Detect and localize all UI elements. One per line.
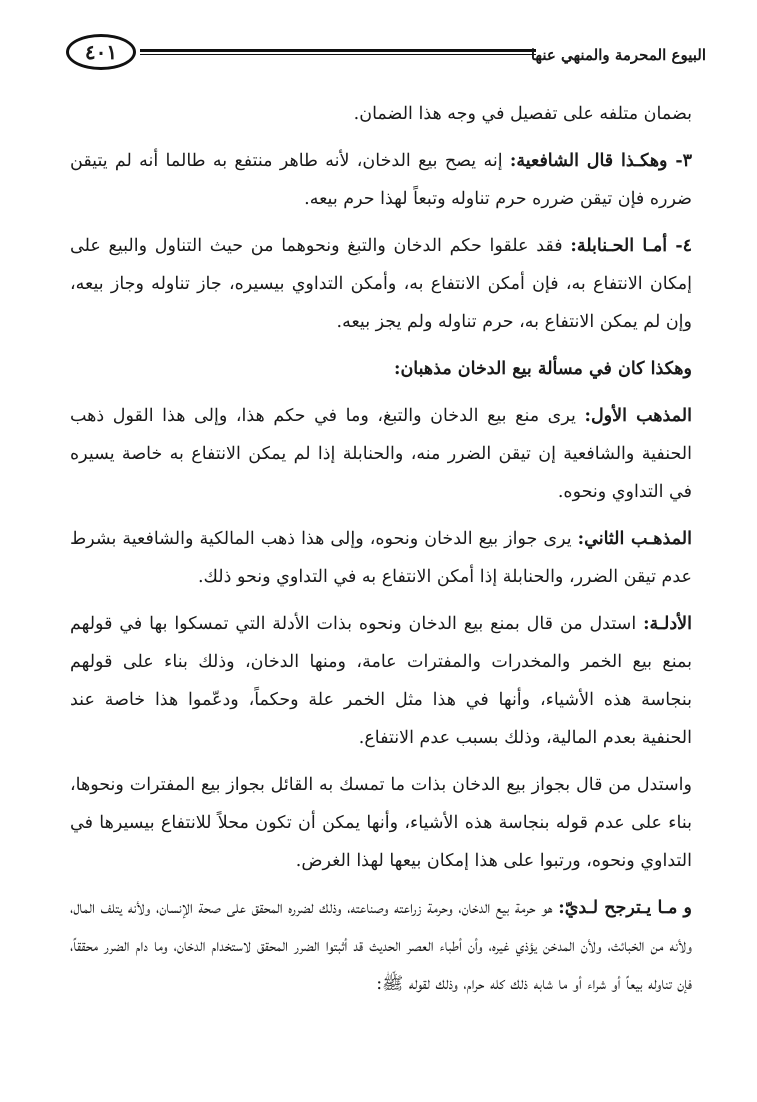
paragraph-text: بضمان متلفه على تفصيل في وجه هذا الضمان. [353,104,692,124]
paragraph-text: فقد علقوا حكم الدخان والتبغ ونحوهما من حيث التناول والبيع على إمكان الانتفاع به، فإن أمكن الانتفاع به، وأمكن التداوي بيسيره، جاز تناوله وجاز بيعه، وإن لم يمكن الانتفاع به، حرم تناوله ولم يجز بيعه. [70,236,692,332]
paragraph-1 [70,95,692,133]
running-title: البيوع المحرمة والمنهي عنها [530,46,706,64]
paragraph-lead: ٣- وهكـذا قال الشافعية: [509,151,692,171]
paragraph-lead: ٤- أمـا الحـنابلة: [570,236,692,256]
paragraph-lead: المذهب الأول: [584,406,692,426]
paragraph-text: واستدل من قال بجواز بيع الدخان بذات ما تمسك به القائل بجواز بيع المفترات ونحوها، بناء على عدم قوله بنجاسة هذه الأشياء، وأنها يمكن أن تكون محلاً للانتفاع بيسيرها في التداوي ونحوه، ورتبوا على هذا إمكان بيعها لهذا الغرض. [70,775,692,871]
paragraph-8 [70,766,692,880]
paragraph-lead: المذهـب الثاني: [577,529,692,549]
paragraph-text: يرى جواز بيع الدخان ونحوه، وإلى هذا ذهب المالكية والشافعية بشرط عدم تيقن الضرر، والحنابلة إذا أمكن الانتفاع به في التداوي ونحو ذلك. [70,529,692,587]
paragraph-text: استدل من قال بمنع بيع الدخان ونحوه بذات الأدلة التي تمسكوا بها في قولهم بمنع بيع الخمر والمخدرات والمفترات عامة، ومنها الدخان، وذلك بناء على قولهم بنجاسة هذه الأشياء، وأنها في هذا مثل الخمر علة وحكماً، ودعّموا هذا خاصة عند الحنفية بعدم المالية، وذلك بسبب عدم الانتفاع. [70,614,692,748]
paragraph-lead: وهكذا كان في مسألة بيع الدخان مذهبان: [393,359,692,379]
page-body [70,95,692,1012]
paragraph-text: إنه يصح بيع الدخان، لأنه طاهر منتفع به طالما أنه لم يتيقن ضرره فإن تيقن ضرره حرم تناوله وتبعاً لهذا حرم بيعه. [70,151,692,209]
paragraph-9 [70,889,692,1003]
paragraph-4 [70,350,692,388]
paragraph-7 [70,605,692,757]
page-header [66,34,706,74]
paragraph-lead: و مـا يـترجح لـديّ: [558,898,692,918]
page-number: ٤٠١ [66,34,136,70]
paragraph-6 [70,520,692,596]
paragraph-3 [70,227,692,341]
header-rule-thick [140,49,536,52]
header-rule-thin [140,54,536,55]
paragraph-text: يرى منع بيع الدخان والتبغ، وما في حكم هذا، وإلى هذا القول ذهب الحنفية والشافعية إن تيقن الضرر منه، والحنابلة إذا لم يمكن الانتفاع به خاصة يسيره في التداوي ونحوه. [70,406,692,502]
paragraph-2 [70,142,692,218]
paragraph-lead: الأدلـة: [643,614,692,634]
paragraph-5 [70,397,692,511]
paragraph-text: هو حرمة بيع الدخان، وحرمة زراعته وصناعته، وذلك لضرره المحقق على صحة الإنسان، ولأنه يتلف المال، ولأنه من الخبائث، ولأن المدخن يؤذي غيره، وأن أطباء العصر الحديث قد أثبتوا الضرر المحقق لاستخدام الدخان، وما دام الضرر محققاً، فإن تناوله بيعاً أو شراء أو ما شابه ذلك كله حرام، وذلك لقوله ﷺ: [70,898,692,994]
